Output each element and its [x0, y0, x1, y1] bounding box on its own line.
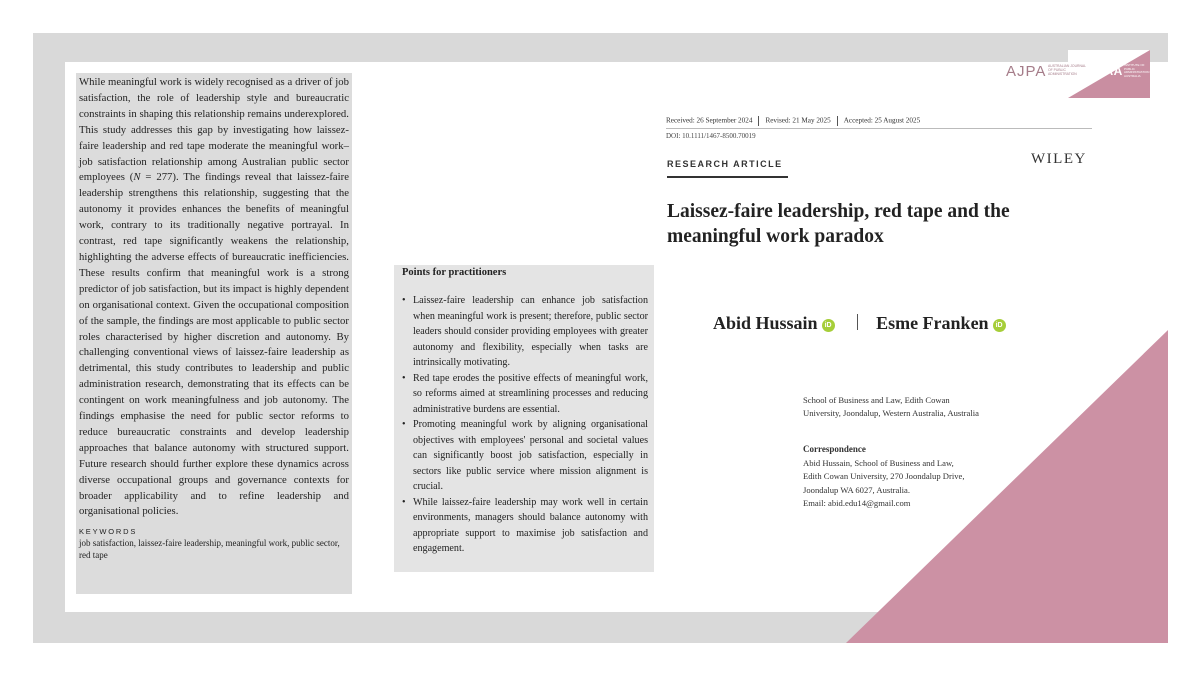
author-name[interactable]: Abid Hussain [713, 313, 818, 333]
correspondence-details [803, 457, 973, 510]
article-title: Laissez-faire leadership, red tape and the meaningful work paradox [667, 201, 1010, 247]
list-item-text: Red tape erodes the positive effects of meaningful work, so reforms aimed at streamlining processes and reducing administrative burdens are essential. [413, 372, 648, 415]
correspondence-address: Abid Hussain, School of Business and Law, Edith Cowan University, 270 Joondalup Drive, Joondalup WA 6027, Australia. [803, 458, 965, 495]
abstract-text [79, 75, 349, 520]
article-dates [666, 116, 920, 126]
bullet-icon: • [402, 496, 406, 508]
keywords-text: job satisfaction, laissez-faire leadership, meaningful work, public sector, red tape [79, 538, 340, 561]
article-type-underline [667, 176, 788, 178]
article-type-label: RESEARCH ARTICLE [667, 159, 783, 169]
list-item [402, 417, 648, 495]
list-item-text: Promoting meaningful work by aligning organisational objectives with employees' personal and societal values can significantly boost job satisfaction, especially in sectors like public service where mission alignment is crucial. [413, 419, 648, 492]
keywords-heading: KEYWORDS [79, 527, 138, 537]
received-date: Received: 26 September 2024 [666, 116, 753, 125]
author-list [713, 313, 1006, 334]
accepted-date: Accepted: 25 August 2025 [843, 116, 921, 125]
author-divider [857, 314, 859, 330]
list-item [402, 371, 648, 418]
author-name[interactable]: Esme Franken [876, 313, 989, 333]
sample-size-symbol: N [133, 171, 141, 184]
list-item [402, 293, 648, 371]
revised-date: Revised: 21 May 2025 [765, 116, 831, 125]
abstract-part-2: = 277). The findings reveal that laissez-faire leadership strengthens this relationship, suggesting that the autonomy it provides enhances the benefits of meaningful work, contrary to its traditionally negative portrayal. In contrast, red tape significantly weakens the relationship, highlighting the adverse effects of bureaucratic inefficiencies. These results confirm that meaningful work is a strong predictor of job satisfaction, but its impact is highly dependent on organisational context. Given the occupational composition of the sample, the findings are most applicable to public sector roles characterised by higher discretion and autonomy. By challenging conventional views of laissez-faire leadership as detrimental, this study contributes to leadership and public administration research, demonstrating that its effects can be contingent on work meaningfulness and job autonomy. The findings emphasise the need for public sector reforms to reduce bureaucratic constraints and develop leadership approaches that balance autonomy with structured support. Future research should further explore these dynamics across diverse occupational groups and governance contexts for broader applicability and to refine leadership and organisational policies. [79, 171, 350, 518]
practitioners-panel [394, 265, 654, 572]
date-divider [837, 116, 838, 126]
date-divider [758, 116, 759, 126]
correspondence-heading: Correspondence [803, 444, 866, 454]
correspondence-email[interactable]: Email: abid.edu14@gmail.com [803, 497, 911, 508]
orcid-icon[interactable]: iD [993, 319, 1006, 332]
publisher-logo: WILEY [1031, 151, 1087, 167]
ipaa-logo: IPAA [1093, 64, 1123, 78]
practitioners-title: Points for practitioners [402, 267, 507, 278]
doi-link[interactable]: DOI: 10.1111/1467-8500.70019 [666, 132, 756, 140]
bullet-icon: • [402, 372, 406, 384]
ajpa-logo-subtitle: AUSTRALIAN JOURNAL OF PUBLIC ADMINISTRATION [1048, 64, 1086, 76]
orcid-icon[interactable]: iD [822, 319, 835, 332]
list-item-text: Laissez-faire leadership can enhance job satisfaction when meaningful work is present; therefore, public sector leaders should consider providing employees with greater autonomy and flexibility, especially when tasks are intrinsically motivating. [413, 295, 648, 368]
ipaa-logo-subtitle: INSTITUTE OF PUBLIC ADMINISTRATION AUSTRALIA [1124, 63, 1150, 78]
header-rule [666, 128, 1092, 129]
bullet-icon: • [402, 419, 406, 430]
practitioners-list [402, 293, 648, 557]
list-item [402, 495, 648, 557]
affiliation: School of Business and Law, Edith Cowan University, Joondalup, Western Australia, Australia [803, 395, 979, 419]
bullet-icon: • [402, 295, 406, 306]
abstract-part-1: While meaningful work is widely recognised as a driver of job satisfaction, the role of leadership style and bureaucratic constraints in shaping this relationship remains underexplored. This study addresses this gap by investigating how laissez-faire leadership and red tape moderate the meaningful work–job satisfaction relationship among Australian public sector employees ( [79, 76, 349, 184]
abstract-panel [76, 73, 352, 594]
list-item-text: While laissez-faire leadership may work well in certain environments, managers should balance autonomy with appropriate support to maximise job satisfaction and engagement. [413, 496, 648, 554]
ajpa-logo: AJPA [1006, 63, 1047, 80]
